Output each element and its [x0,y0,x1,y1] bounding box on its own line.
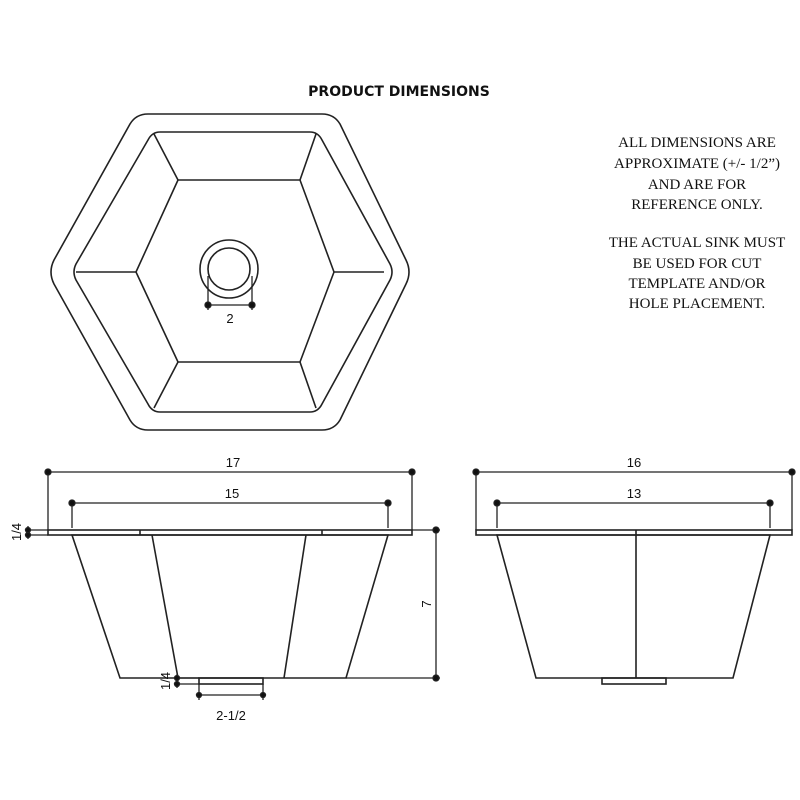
drain-width-label: 2-1/2 [216,708,246,723]
height-label: 7 [419,600,434,608]
rim-thickness-label: 1/4 [9,522,24,542]
note-line: THE ACTUAL SINK MUST [608,235,786,251]
note-line: APPROXIMATE (+/- 1/2”) [614,156,780,172]
note-line: REFERENCE ONLY. [631,197,763,213]
note-line: AND ARE FOR [647,177,747,193]
side-overall-width-label: 16 [626,455,642,470]
note-line: TEMPLATE AND/OR [628,276,766,292]
note-line: HOLE PLACEMENT. [628,296,766,312]
drain-flange-thickness-label: 1/4 [158,671,173,691]
drain-diameter-label: 2 [226,311,234,326]
note-line: BE USED FOR CUT [632,256,762,272]
note-line: ALL DIMENSIONS ARE [618,135,776,151]
side-bowl-width-label: 13 [626,486,642,501]
page-title: PRODUCT DIMENSIONS [308,84,490,100]
front-overall-width-label: 17 [225,455,241,470]
front-bowl-width-label: 15 [224,486,240,501]
